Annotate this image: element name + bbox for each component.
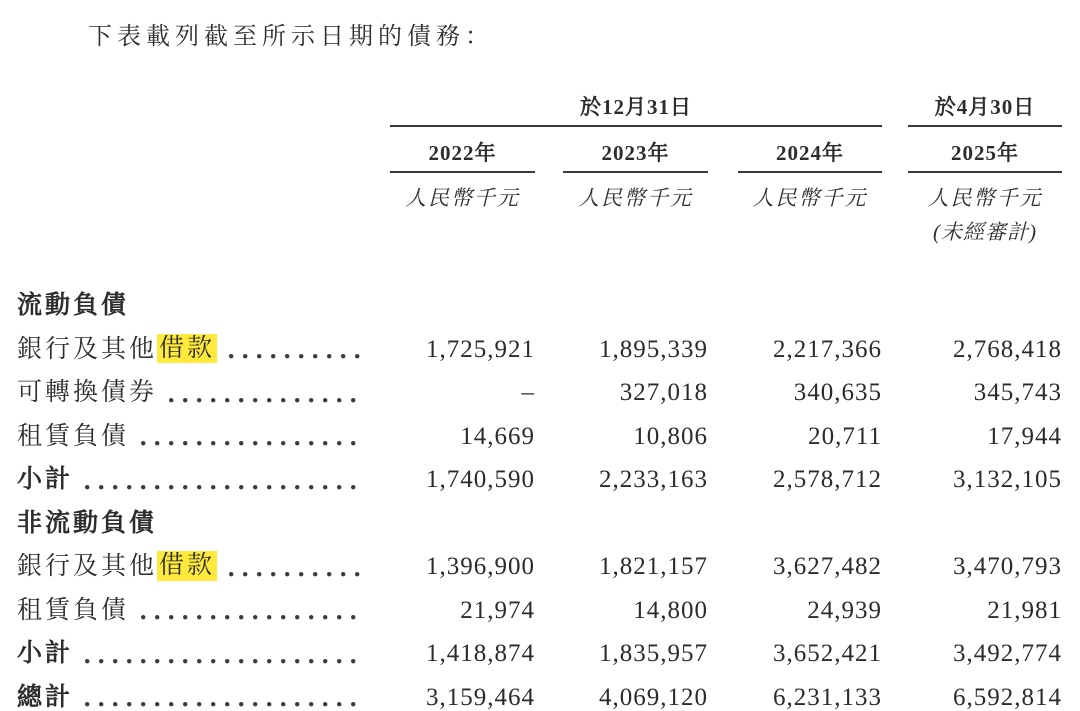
header-unit-row — [17, 173, 1057, 211]
dot-leader — [169, 398, 362, 403]
value-2023: 327,018 — [619, 379, 708, 406]
value-2025: 17,944 — [987, 422, 1062, 450]
value-2022: – — [521, 379, 535, 406]
unit-label-2022: 人民幣千元 — [405, 186, 520, 210]
header-note-row — [17, 211, 1057, 245]
value-2024: 3,652,421 — [773, 640, 882, 667]
row-total — [17, 675, 1062, 711]
group-header-apr30: 於4月30日 — [908, 94, 1062, 127]
dot-leader — [141, 441, 362, 446]
value-2024: 2,217,366 — [773, 335, 882, 363]
year-header-2023: 2023年 — [563, 127, 708, 173]
value-2025: 3,492,774 — [953, 640, 1062, 667]
row-label: 租賃負債 — [17, 596, 130, 624]
unit-label-2025: 人民幣千元 — [927, 186, 1043, 210]
value-2023: 1,895,339 — [599, 335, 708, 363]
row-subtotal-non-current — [17, 631, 1062, 675]
value-2023: 1,835,957 — [599, 640, 708, 667]
value-2023: 4,069,120 — [599, 683, 708, 711]
subtotal-label: 小計 — [17, 639, 74, 667]
dot-leader — [85, 702, 362, 707]
value-2022: 21,974 — [460, 596, 535, 624]
header-year-row — [17, 127, 1057, 173]
value-2022: 14,669 — [460, 422, 535, 450]
year-header-2024: 2024年 — [738, 127, 882, 173]
unaudited-note: (未經審計) — [933, 220, 1037, 244]
row-label: 可轉換債券 — [17, 379, 158, 406]
unit-label-2023: 人民幣千元 — [578, 186, 693, 210]
subtotal-label: 小計 — [17, 465, 74, 493]
value-2023: 2,233,163 — [599, 466, 708, 493]
year-header-2025: 2025年 — [908, 127, 1062, 173]
dot-leader — [229, 572, 362, 577]
value-2025: 21,981 — [987, 596, 1062, 624]
value-2023: 14,800 — [633, 596, 708, 624]
value-2025: 2,768,418 — [953, 335, 1062, 363]
unit-label-2024: 人民幣千元 — [752, 186, 868, 210]
value-2022: 1,418,874 — [426, 640, 535, 667]
value-2024: 24,939 — [807, 596, 882, 624]
row-bank-borrowings-current — [17, 327, 1062, 371]
value-2024: 340,635 — [793, 379, 882, 406]
row-label: 租賃負債 — [17, 422, 130, 450]
row-label: 銀行及其他 — [17, 553, 158, 580]
value-2024: 20,711 — [808, 422, 882, 450]
value-2022: 1,396,900 — [426, 553, 535, 580]
row-label-highlight: 借款 — [159, 334, 216, 362]
row-subtotal-current — [17, 457, 1062, 501]
value-2022: 1,740,590 — [426, 466, 535, 493]
value-2024: 6,231,133 — [773, 683, 882, 711]
dot-leader — [85, 659, 362, 664]
header-group-row — [17, 94, 1057, 127]
value-2022: 3,159,464 — [426, 683, 535, 711]
row-bank-borrowings-non-current — [17, 544, 1062, 588]
row-lease-liabilities-current — [17, 414, 1062, 458]
value-2024: 2,578,712 — [773, 466, 882, 493]
row-non-current-liabilities-header — [17, 501, 1057, 545]
section-label: 流動負債 — [17, 291, 130, 319]
value-2023: 10,806 — [633, 422, 708, 450]
table-body — [17, 283, 1062, 711]
value-2025: 3,132,105 — [953, 466, 1062, 493]
table-header — [17, 94, 1057, 245]
page-title: 下表載列截至所示日期的債務： — [88, 24, 494, 50]
value-2025: 3,470,793 — [953, 553, 1062, 580]
dot-leader — [141, 615, 362, 620]
row-current-liabilities-header — [17, 283, 1057, 327]
value-2022: 1,725,921 — [426, 335, 535, 363]
value-2025: 345,743 — [973, 379, 1062, 406]
dot-leader — [85, 485, 362, 490]
value-2024: 3,627,482 — [773, 553, 882, 580]
section-label: 非流動負債 — [17, 508, 158, 537]
dot-leader — [229, 354, 362, 359]
year-header-2022: 2022年 — [390, 127, 535, 173]
row-convertible-bonds — [17, 370, 1062, 414]
group-header-dec31: 於12月31日 — [390, 94, 882, 127]
row-lease-liabilities-non-current — [17, 588, 1062, 632]
value-2023: 1,821,157 — [599, 553, 708, 580]
row-label-highlight: 借款 — [159, 552, 216, 579]
value-2025: 6,592,814 — [953, 683, 1062, 711]
row-label: 銀行及其他 — [17, 335, 158, 363]
total-label: 總計 — [17, 682, 74, 711]
